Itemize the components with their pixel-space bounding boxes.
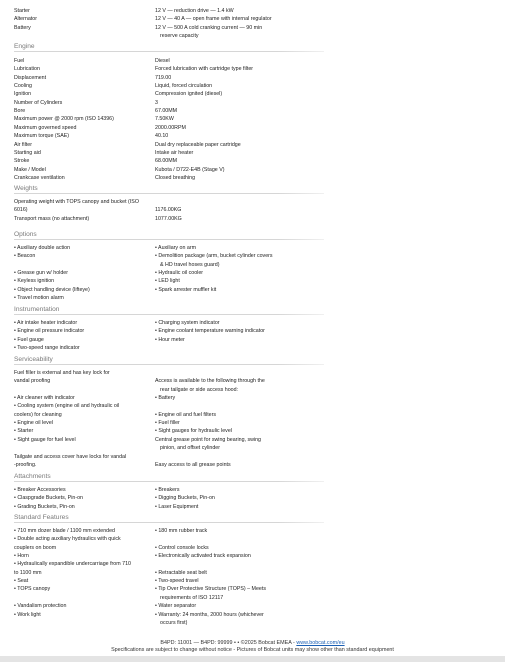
- standard-label: • Vandalism protection: [14, 603, 67, 610]
- standard-value: occurs first): [160, 619, 188, 626]
- serviceability-value: Central grease point for swing bearing, swing: [155, 436, 261, 443]
- engine-label: Displacement: [14, 74, 47, 81]
- engine-label: Cooling: [14, 83, 32, 90]
- section-header-instrumentation: [14, 305, 324, 315]
- bottom-bar: [0, 656, 505, 662]
- electrical-label: Alternator: [14, 16, 37, 23]
- standard-value: • Control console locks: [155, 544, 209, 551]
- standard-value: • Electronically activated track expansion: [155, 553, 251, 560]
- options-label: • Keyless ignition: [14, 278, 55, 285]
- standard-value: • Tip Over Protective Structure (TOPS) – Meets: [155, 586, 266, 593]
- section-title: Serviceability: [14, 356, 53, 363]
- weights-value: 1176.00KG: [155, 207, 182, 214]
- section-rule: [14, 193, 324, 194]
- section-rule: [14, 522, 324, 523]
- engine-value: Compression ignited (diesel): [155, 91, 223, 98]
- attachments-value: • Laser Equipment: [155, 503, 199, 510]
- standard-label: • TOPS canopy: [14, 586, 51, 593]
- options-value: • Auxiliary on arm: [155, 245, 197, 251]
- standard-label: • Seat: [14, 578, 29, 585]
- engine-label: Crankcase ventilation: [14, 174, 65, 181]
- serviceability-value: • Engine oil and fuel filters: [155, 411, 217, 418]
- options-label: • Beacon: [14, 253, 36, 260]
- weights-label: Transport mass (no attachment): [14, 215, 90, 222]
- standard-value: • Warranty: 24 months, 2000 hours (whichever: [155, 611, 264, 618]
- serviceability-label: Tailgate and access cover have locks for vandal: [14, 453, 127, 460]
- standard-label: • Work light: [14, 611, 41, 618]
- engine-value: 40.10: [155, 133, 169, 140]
- engine-label: Lubrication: [14, 66, 40, 73]
- standard-value: • Water separator: [155, 603, 197, 610]
- standard-value: • 180 mm rubber track: [155, 528, 208, 534]
- serviceability-value: rear tailgate or side access hood:: [160, 386, 239, 393]
- engine-value: 719.00: [155, 74, 172, 81]
- options-value: & HD travel hoses guard): [160, 261, 220, 268]
- engine-label: Maximum governed speed: [14, 124, 77, 131]
- standard-label: • Horn: [14, 553, 29, 560]
- standard-label: • 710 mm dozer blade / 1100 mm extended: [14, 528, 115, 534]
- section-title: Weights: [14, 185, 38, 192]
- weights-label: 6016): [14, 207, 28, 214]
- options-value: • LED light: [155, 278, 180, 285]
- attachments-label: • Breaker Accessories: [14, 487, 66, 493]
- section-rule: [14, 364, 324, 365]
- section-header-serviceability: [14, 355, 324, 365]
- section-title: Attachments: [14, 473, 51, 480]
- engine-value: Closed breathing: [155, 174, 196, 181]
- standard-value: • Two-speed travel: [155, 578, 199, 585]
- weights-label: Operating weight with TOPS canopy and bucket (ISO: [14, 199, 139, 205]
- electrical-label: Battery: [14, 24, 31, 31]
- engine-value: Dual dry replaceable paper cartridge: [155, 141, 241, 148]
- serviceability-value: pinion, and offset cylinder: [160, 445, 220, 452]
- serviceability-label: • Cooling system (engine oil and hydraulic oil: [14, 403, 120, 410]
- engine-value: Forced lubrication with cartridge type filter: [155, 66, 254, 73]
- options-value: • Hydraulic oil cooler: [155, 270, 204, 277]
- serviceability-value: • Battery: [155, 395, 176, 402]
- engine-label: Air filter: [14, 141, 32, 148]
- engine-label: Maximum power @ 2000 rpm (ISO 14396): [14, 116, 114, 123]
- serviceability-label: coolers) for cleaning: [14, 411, 62, 418]
- section-header-engine: [14, 42, 324, 52]
- weights-value: 1077.00KG: [155, 215, 182, 222]
- engine-value: Liquid, forced circulation: [155, 83, 213, 90]
- options-label: • Travel motion alarm: [14, 295, 64, 302]
- serviceability-label: -proofing.: [14, 461, 37, 468]
- attachments-label: • Claspgrade Buckets, Pin-on: [14, 495, 83, 502]
- engine-label: Make / Model: [14, 166, 46, 173]
- engine-value: Intake air heater: [155, 149, 194, 156]
- section-title: Instrumentation: [14, 306, 60, 313]
- engine-value: 3: [155, 99, 158, 106]
- attachments-value: • Breakers: [155, 487, 180, 493]
- serviceability-label: • Sight gauge for fuel level: [14, 436, 76, 443]
- serviceability-label: • Air cleaner with indicator: [14, 395, 75, 402]
- footer-disclaimer: Specifications are subject to change without notice - Pictures of Bobcat units may show other than standard equipment: [111, 647, 394, 653]
- engine-value: Kubota / D722-E4B (Stage V): [155, 166, 225, 173]
- electrical-label: Starter: [14, 8, 30, 14]
- footer-model-copyright: B4PD: 11001 — B4PD: 99999 • • ©2025 Bobcat EMEA -: [160, 640, 297, 646]
- options-value: • Spark arrester muffler kit: [155, 286, 217, 293]
- engine-value: 2000.00RPM: [155, 124, 186, 131]
- section-title: Options: [14, 231, 37, 238]
- serviceability-label: Fuel filler is external and has key lock for: [14, 370, 110, 376]
- engine-label: Stroke: [14, 158, 30, 165]
- engine-label: Maximum torque (SAE): [14, 133, 70, 140]
- electrical-value: 12 V — reduction drive — 1.4 kW: [155, 8, 234, 14]
- section-title: Engine: [14, 43, 35, 50]
- standard-label: • Hydraulically expandible undercarriage from 710: [14, 561, 131, 568]
- options-label: • Auxiliary double action: [14, 245, 71, 251]
- engine-label: Starting aid: [14, 149, 41, 156]
- electrical-value: 12 V — 500 A cold cranking current — 90 min: [155, 24, 263, 31]
- bobcat-website-link[interactable]: www.bobcat.com/eu: [296, 640, 345, 646]
- engine-label: Fuel: [14, 58, 25, 64]
- standard-label: to 1100 mm: [14, 569, 42, 576]
- serviceability-value: • Fuel filler: [155, 420, 180, 427]
- attachments-label: • Grading Buckets, Pin-on: [14, 503, 75, 510]
- section-title: Standard Features: [14, 514, 69, 521]
- standard-label: • Double acting auxiliary hydraulics with quick: [14, 536, 121, 543]
- standard-label: couplers on boom: [14, 544, 57, 551]
- serviceability-value: • Sight gauges for hydraulic level: [155, 428, 232, 435]
- instrumentation-value: • Hour meter: [155, 336, 185, 343]
- engine-value: 67.00MM: [155, 108, 178, 115]
- section-rule: [14, 239, 324, 240]
- engine-label: Number of Cylinders: [14, 99, 63, 106]
- standard-value: • Retractable seat belt: [155, 569, 207, 576]
- options-value: • Demolition package (arm, bucket cylinder covers: [155, 253, 273, 260]
- serviceability-label: vandal proofing: [14, 378, 51, 385]
- serviceability-label: • Engine oil level: [14, 420, 53, 427]
- section-rule: [14, 51, 324, 52]
- engine-value: 7.50KW: [155, 116, 174, 123]
- instrumentation-label: • Engine oil pressure indicator: [14, 328, 85, 335]
- serviceability-value: Easy access to all grease points: [155, 461, 231, 468]
- electrical-value: reserve capacity: [160, 33, 199, 40]
- electrical-value: 12 V — 40 A — open frame with internal regulator: [155, 16, 272, 23]
- engine-value: Diesel: [155, 58, 170, 64]
- attachments-value: • Digging Buckets, Pin-on: [155, 495, 215, 502]
- section-rule: [14, 481, 324, 482]
- section-header-options: [14, 230, 324, 240]
- engine-label: Ignition: [14, 91, 32, 98]
- standard-value: requirements of ISO 12117: [160, 594, 224, 601]
- section-rule: [14, 314, 324, 315]
- section-header-attachments: [14, 472, 324, 482]
- section-header-standard: [14, 513, 324, 523]
- section-header-weights: [14, 184, 324, 194]
- instrumentation-value: • Charging system indicator: [155, 320, 220, 326]
- serviceability-label: • Starter: [14, 428, 34, 435]
- instrumentation-label: • Air intake heater indicator: [14, 320, 78, 326]
- serviceability-value: Access is available to the following through the: [155, 378, 265, 385]
- instrumentation-value: • Engine coolant temperature warning indicator: [155, 328, 265, 335]
- options-label: • Object handling device (lifteye): [14, 286, 90, 293]
- instrumentation-label: • Two-speed range indicator: [14, 345, 80, 352]
- instrumentation-label: • Fuel gauge: [14, 336, 44, 343]
- engine-value: 68.00MM: [155, 158, 178, 165]
- options-label: • Grease gun w/ holder: [14, 270, 68, 277]
- engine-label: Bore: [14, 108, 26, 115]
